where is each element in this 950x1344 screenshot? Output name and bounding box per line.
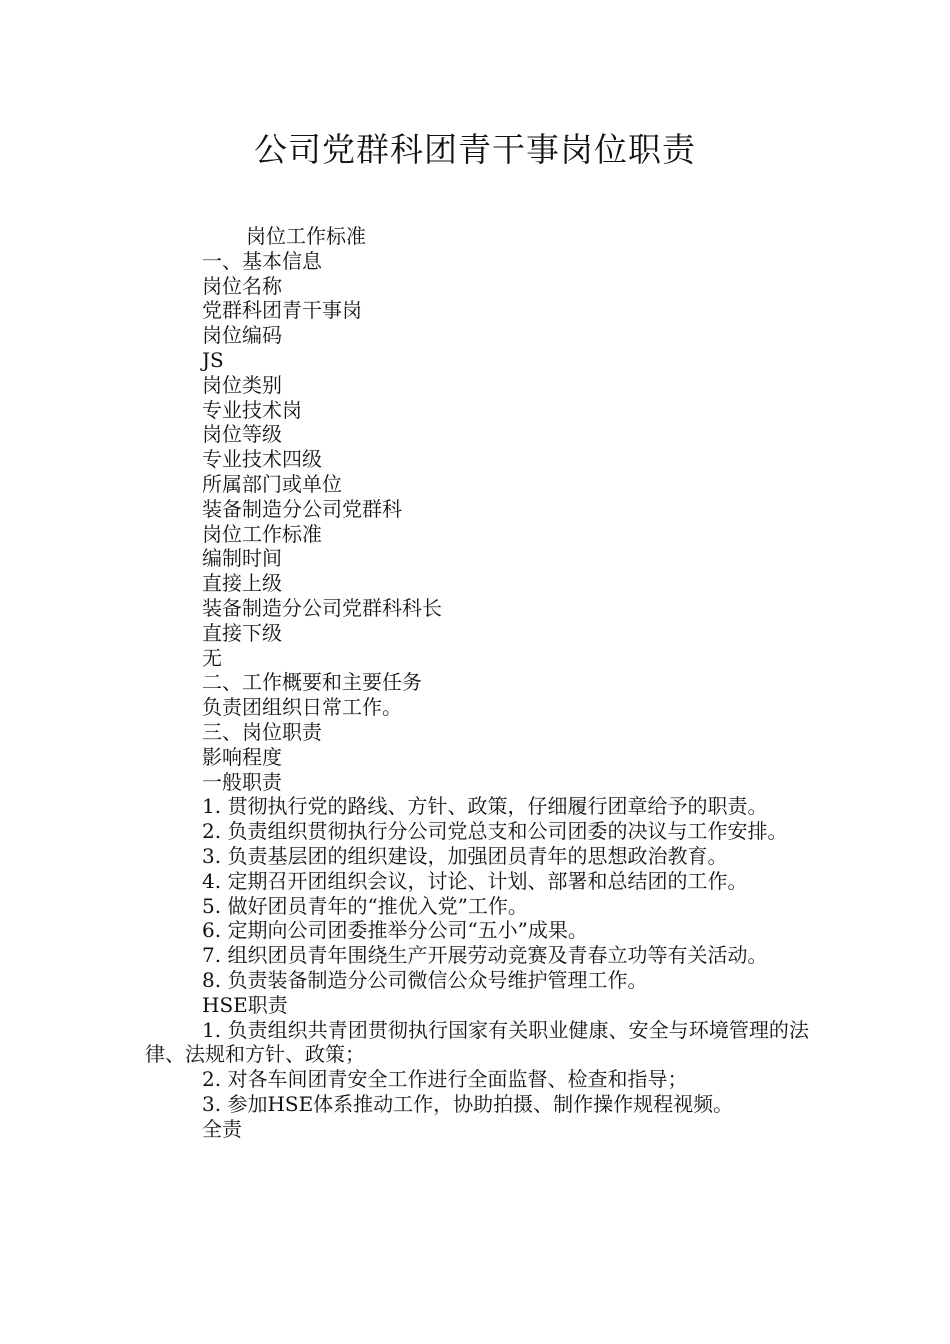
- field-value: 装备制造分公司党群科: [202, 496, 402, 521]
- hse-duties-heading: HSE职责: [202, 992, 288, 1017]
- field-label: 岗位类别: [202, 372, 282, 397]
- duty-item: 2. 负责组织贯彻执行分公司党总支和公司团委的决议与工作安排。: [202, 819, 788, 844]
- field-value: JS: [202, 347, 224, 372]
- field-value: 专业技术四级: [202, 447, 322, 472]
- section-3-heading: 三、岗位职责: [202, 719, 322, 744]
- subtitle: 岗位工作标准: [246, 224, 366, 248]
- duty-item: 4. 定期召开团组织会议，讨论、计划、部署和总结团的工作。: [202, 868, 748, 893]
- field-value: 无: [202, 645, 222, 670]
- duty-item: 8. 负责装备制造分公司微信公众号维护管理工作。: [202, 967, 648, 992]
- section-2-text: 负责团组织日常工作。: [202, 695, 402, 720]
- field-label: 直接下级: [202, 620, 282, 645]
- full-duty-label: 全责: [202, 1116, 242, 1141]
- duty-item: 7. 组织团员青年围绕生产开展劳动竞赛及青春立功等有关活动。: [202, 943, 768, 968]
- section-2-heading: 二、工作概要和主要任务: [202, 670, 422, 695]
- document-body: [145, 224, 809, 1141]
- field-label: 岗位等级: [202, 422, 282, 447]
- field-label: 岗位编码: [202, 323, 282, 348]
- duty-item: 1. 贯彻执行党的路线、方针、政策，仔细履行团章给予的职责。: [202, 794, 768, 819]
- field-value: 装备制造分公司党群科科长: [202, 595, 442, 620]
- hse-item: 2. 对各车间团青安全工作进行全面监督、检查和指导；: [202, 1067, 688, 1092]
- field-label: 岗位名称: [202, 273, 282, 298]
- field-label: 编制时间: [202, 546, 282, 571]
- field-label: 岗位工作标准: [202, 521, 322, 546]
- influence-label: 影响程度: [202, 744, 282, 769]
- duty-item: 3. 负责基层团的组织建设，加强团员青年的思想政治教育。: [202, 843, 728, 868]
- duty-item: 6. 定期向公司团委推举分公司“五小”成果。: [202, 918, 588, 943]
- section-1-heading: 一、基本信息: [202, 248, 322, 273]
- field-value: 专业技术岗: [202, 397, 302, 422]
- field-label: 直接上级: [202, 571, 282, 596]
- general-duties-heading: 一般职责: [202, 769, 282, 794]
- hse-item: 1. 负责组织共青团贯彻执行国家有关职业健康、安全与环境管理的法律、法规和方针、政策；: [145, 1017, 809, 1067]
- field-value: 党群科团青干事岗: [202, 298, 362, 323]
- hse-item: 3. 参加HSE体系推动工作，协助拍摄、制作操作规程视频。: [202, 1091, 734, 1116]
- document-title: 公司党群科团青干事岗位职责: [254, 130, 696, 169]
- field-label: 所属部门或单位: [202, 471, 342, 496]
- duty-item: 5. 做好团员青年的“推优入党”工作。: [202, 893, 528, 918]
